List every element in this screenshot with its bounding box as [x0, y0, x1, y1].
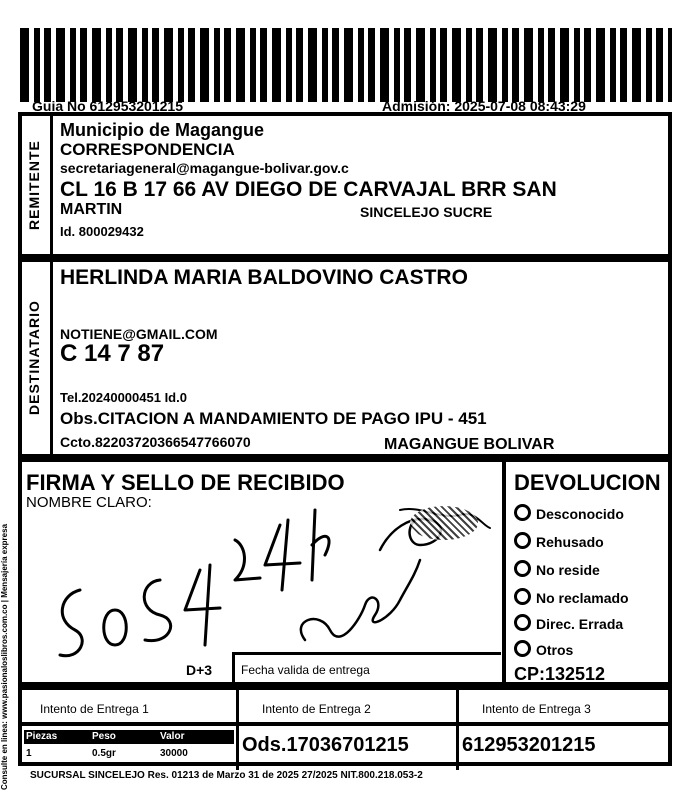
devolucion-title: DEVOLUCION	[514, 470, 661, 495]
admision-date: Admisión: 2025-07-08 08:43:29	[382, 98, 586, 114]
guia-number-bottom: 612953201215	[462, 734, 596, 756]
handwritten-signature	[20, 470, 500, 680]
footer-text: SUCURSAL SINCELEJO Res. 01213 de Marzo 31 de 2025 27/2025 NIT.800.218.053-2	[30, 770, 423, 781]
remitente-address2: MARTIN	[60, 201, 123, 218]
radio-icon	[514, 504, 531, 521]
destinatario-address: C 14 7 87	[60, 340, 165, 367]
destinatario-name: HERLINDA MARIA BALDOVINO CASTRO	[60, 266, 468, 289]
side-note: Consulte en linea: www.pasionaloslibros.com.co | Mensajería expresa	[0, 523, 9, 790]
radio-icon	[514, 532, 531, 549]
devolucion-no-reside[interactable]	[514, 560, 600, 578]
destinatario-email: NOTIENE@GMAIL.COM	[60, 326, 218, 342]
intento-2: Intento de Entrega 2	[262, 702, 371, 716]
intento-3: Intento de Entrega 3	[482, 702, 591, 716]
destinatario-city: MAGANGUE BOLIVAR	[384, 436, 555, 453]
devolucion-no-reside-label: No reside	[536, 562, 600, 578]
radio-icon	[514, 614, 531, 631]
barcode	[20, 28, 672, 102]
devolucion-rehusado[interactable]	[514, 532, 604, 550]
remitente-dept: CORRESPONDENCIA	[60, 140, 235, 159]
radio-icon	[514, 560, 531, 577]
devolucion-no-reclamado-label: No reclamado	[536, 590, 629, 606]
devolucion-otros[interactable]	[514, 640, 573, 658]
radio-icon	[514, 640, 531, 657]
valor-value: 30000	[160, 748, 188, 759]
destinatario-tel: Tel.20240000451 Id.0	[60, 390, 187, 405]
devolucion-direc-errada-label: Direc. Errada	[536, 616, 624, 632]
remitente-address: CL 16 B 17 66 AV DIEGO DE CARVAJAL BRR SAN	[60, 178, 557, 201]
valor-header: Valor	[160, 731, 185, 742]
peso-header: Peso	[92, 731, 116, 742]
intento-1: Intento de Entrega 1	[40, 702, 149, 716]
destinatario-obs: Obs.CITACION A MANDAMIENTO DE PAGO IPU - 451	[60, 409, 487, 428]
firma-title: FIRMA Y SELLO DE RECIBIDO	[26, 470, 345, 495]
piezas-value: 1	[26, 748, 32, 759]
piezas-header: Piezas	[26, 731, 58, 742]
destinatario-ccto: Ccto.82203720366547766070	[60, 434, 251, 450]
remitente-label: REMITENTE	[26, 140, 42, 230]
peso-value: 0.5gr	[92, 748, 116, 759]
cp-code: CP:132512	[514, 664, 606, 684]
remitente-name: Municipio de Magangue	[60, 120, 265, 140]
destinatario-label-cell	[22, 262, 53, 454]
remitente-id: Id. 800029432	[60, 224, 144, 239]
devolucion-rehusado-label: Rehusado	[536, 534, 604, 550]
nombre-claro-label: NOMBRE CLARO:	[26, 494, 152, 511]
devolucion-direc-errada[interactable]	[514, 614, 623, 632]
fecha-valida-label: Fecha valida de entrega	[241, 663, 370, 677]
remitente-label-cell	[22, 116, 53, 254]
remitente-city: SINCELEJO SUCRE	[360, 204, 493, 220]
destinatario-label: DESTINATARIO	[26, 300, 42, 416]
guia-number-header: Guia No 612953201215	[32, 98, 183, 114]
devolucion-no-reclamado[interactable]	[514, 588, 629, 606]
ods-number: Ods.17036701215	[242, 734, 409, 756]
remitente-email: secretariageneral@magangue-bolivar.gov.c	[60, 160, 349, 176]
radio-icon	[514, 588, 531, 605]
d-plus-3: D+3	[186, 662, 213, 678]
devolucion-otros-label: Otros	[536, 642, 574, 658]
devolucion-desconocido[interactable]	[514, 504, 624, 522]
devolucion-desconocido-label: Desconocido	[536, 506, 624, 522]
stamp-scribble	[410, 506, 478, 540]
